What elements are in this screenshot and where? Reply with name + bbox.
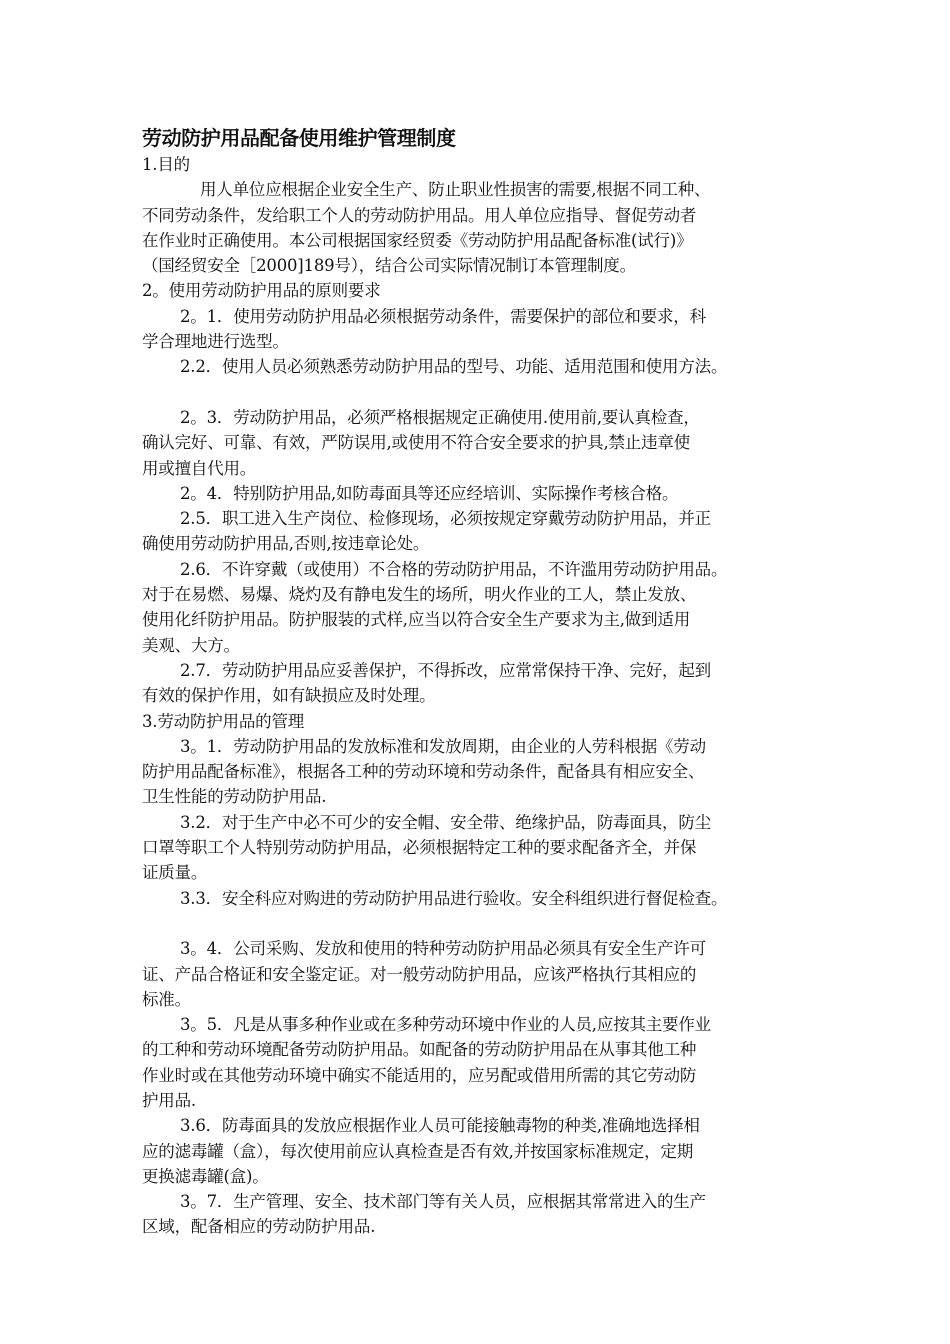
text-line: 3.3．安全科应对购进的劳动防护用品进行验收。安全科组织进行督促检查。 xyxy=(180,888,728,908)
blank-line xyxy=(142,911,824,936)
text-line: 不同劳动条件，发给职工个人的劳动防护用品。用人单位应指导、督促劳动者 xyxy=(142,205,697,225)
text-line: 1.目的 xyxy=(142,155,190,174)
text-line: 对于在易燃、易爆、烧灼及有静电发生的场所，明火作业的工人，禁止发放、 xyxy=(142,585,697,605)
text-line: （国经贸安全［2000]189号），结合公司实际情况制订本管理制度。 xyxy=(142,256,636,276)
text-line: 2.2．使用人员必须熟悉劳动防护用品的型号、功能、适用范围和使用方法。 xyxy=(180,357,728,377)
text-line: 3。5．凡是从事多种作业或在多种劳动环境中作业的人员,应按其主要作业 xyxy=(180,1015,711,1035)
text-line: 口罩等职工个人特别劳动防护用品，必须根据特定工种的要求配备齐全，并保 xyxy=(142,838,697,858)
text-line: 防护用品配备标准》，根据各工种的劳动环境和劳动条件，配备具有相应安全、 xyxy=(142,762,705,782)
text-line: 有效的保护作用，如有缺损应及时处理。 xyxy=(142,686,436,706)
document-lines xyxy=(142,152,824,1240)
text-line: 3.2．对于生产中必不可少的安全帽、安全带、绝缘护品，防毒面具，防尘 xyxy=(180,812,711,832)
text-line: 3.6．防毒面具的发放应根据作业人员可能接触毒物的种类,准确地选择相 xyxy=(180,1116,700,1136)
text-line: 使用化纤防护用品。防护服装的式样,应当以符合安全生产要求为主,做到适用 xyxy=(142,610,690,630)
blank-line xyxy=(142,380,824,405)
text-line: 3。1．劳动防护用品的发放标准和发放周期，由企业的人劳科根据《劳动 xyxy=(180,736,706,756)
document-title: 劳动防护用品配备使用维护管理制度 xyxy=(142,126,456,150)
text-line: 在作业时正确使用。本公司根据国家经贸委《劳动防护用品配备标准(试行)》 xyxy=(142,230,693,250)
text-line: 卫生性能的劳动防护用品. xyxy=(142,787,327,807)
text-line: 用或擅自代用。 xyxy=(142,458,257,478)
text-line: 3。4．公司采购、发放和使用的特种劳动防护用品必须具有安全生产许可 xyxy=(180,939,706,959)
text-line: 证质量。 xyxy=(142,863,208,883)
text-line: 2。1．使用劳动防护用品必须根据劳动条件，需要保护的部位和要求，科 xyxy=(180,306,706,326)
text-line: 2。3．劳动防护用品，必须严格根据规定正确使用.使用前,要认真检查， xyxy=(180,407,700,427)
text-line: 的工种和劳动环境配备劳动防护用品。如配备的劳动防护用品在从事其他工种 xyxy=(142,1040,697,1060)
text-line: 用人单位应根据企业安全生产、防止职业性损害的需要,根据不同工种、 xyxy=(200,180,711,200)
document-body xyxy=(142,124,824,1240)
text-line: 2.7．劳动防护用品应妥善保护，不得拆改，应常常保持干净、完好，起到 xyxy=(180,660,711,680)
text-line: 美观、大方。 xyxy=(142,635,240,655)
text-line: 2.6．不许穿戴（或使用）不合格的劳动防护用品，不许滥用劳动防护用品。 xyxy=(180,559,728,579)
text-line: 确认完好、可靠、有效，严防误用,或使用不符合安全要求的护具,禁止违章使 xyxy=(142,433,690,453)
text-line: 2。使用劳动防护用品的原则要求 xyxy=(142,281,381,301)
text-line: 标准。 xyxy=(142,989,191,1009)
text-line: 3。7．生产管理、安全、技术部门等有关人员，应根据其常常进入的生产 xyxy=(180,1192,706,1212)
text-line: 学合理地进行选型。 xyxy=(142,332,289,352)
text-line: 确使用劳动防护用品,否则,按违章论处。 xyxy=(142,534,430,554)
text-line: 作业时或在其他劳动环境中确实不能适用的，应另配或借用所需的其它劳动防 xyxy=(142,1065,697,1085)
text-line: 护用品. xyxy=(142,1090,196,1110)
text-line: 3.劳动防护用品的管理 xyxy=(142,711,305,731)
text-line: 应的滤毒罐（盒），每次使用前应认真检查是否有效,并按国家标准规定，定期 xyxy=(142,1141,693,1161)
text-line: 区域，配备相应的劳动防护用品. xyxy=(142,1217,376,1237)
text-line: 2。4．特别防护用品,如防毒面具等还应经培训、实际操作考核合格。 xyxy=(180,483,679,503)
text-line: 更换滤毒罐(盒)。 xyxy=(142,1166,269,1186)
text-line: 2.5．职工进入生产岗位、检修现场，必须按规定穿戴劳动防护用品，并正 xyxy=(180,509,711,529)
text-line: 证、产品合格证和安全鉴定证。对一般劳动防护用品，应该严格执行其相应的 xyxy=(142,964,697,984)
